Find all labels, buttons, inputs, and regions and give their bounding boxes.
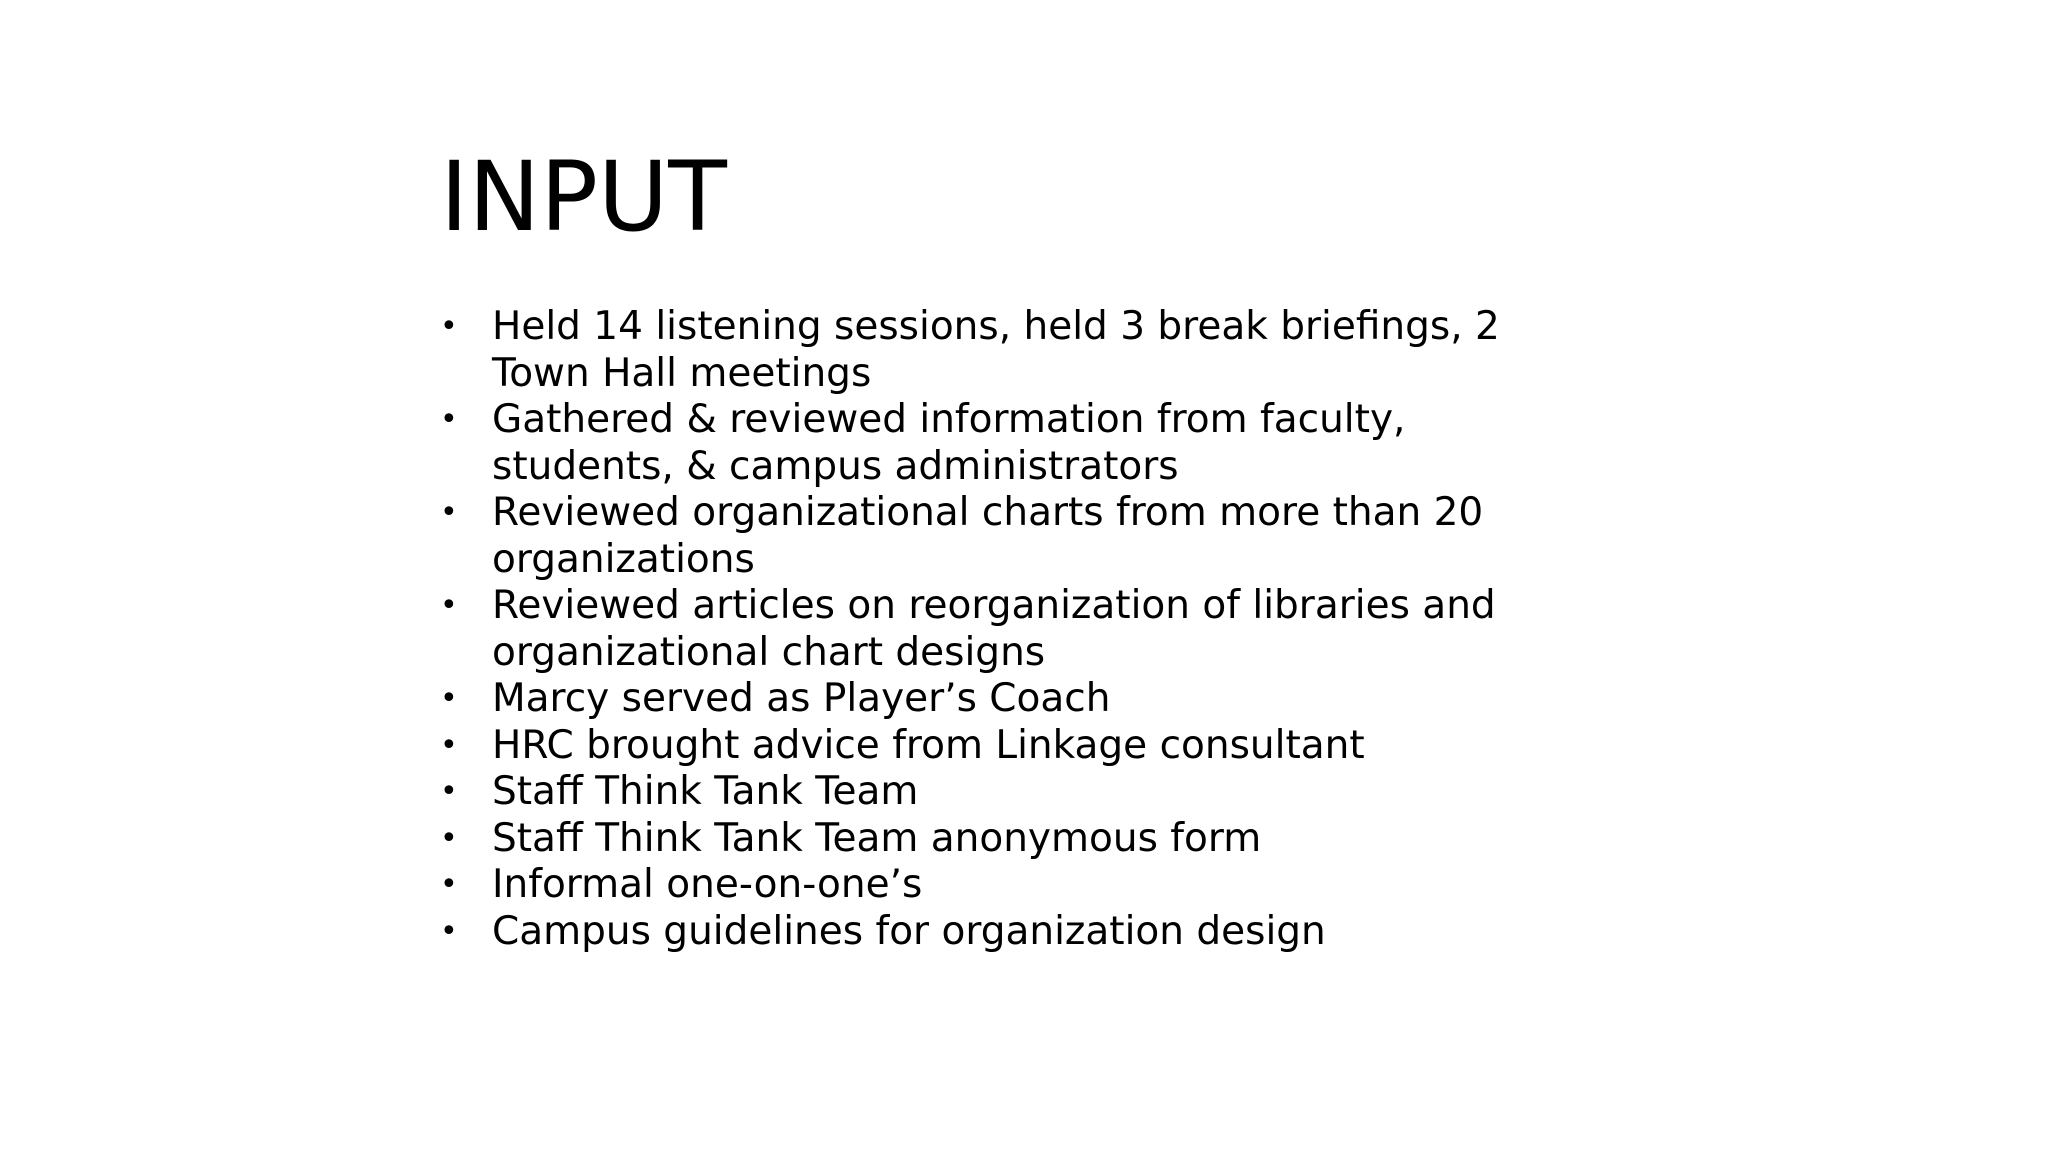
- bullet-text: Marcy served as Player’s Coach: [492, 676, 1111, 721]
- bullet-text: Reviewed organizational charts from more than 20 organizations: [492, 490, 1484, 582]
- bullet-icon: •: [440, 495, 458, 530]
- bullet-text: Campus guidelines for organization design: [492, 908, 1326, 954]
- bullet-text: Staff Think Tank Team: [492, 769, 919, 814]
- list-item: [440, 862, 1520, 909]
- bullet-icon: •: [440, 588, 458, 623]
- list-item: [440, 397, 1520, 490]
- bullet-list: [440, 304, 1520, 955]
- bullet-icon: •: [440, 774, 458, 809]
- bullet-icon: •: [440, 681, 458, 716]
- list-item: [440, 769, 1520, 816]
- bullet-text: Staff Think Tank Team anonymous form: [492, 815, 1262, 861]
- bullet-icon: •: [440, 402, 458, 437]
- list-item: [440, 676, 1520, 723]
- bullet-text: Informal one-on-one’s: [492, 862, 923, 907]
- list-item: [440, 583, 1520, 676]
- bullet-text: Gathered & reviewed information from faculty, students, & campus administrators: [492, 397, 1406, 489]
- bullet-text: HRC brought advice from Linkage consultant: [492, 722, 1365, 768]
- bullet-text: Held 14 listening sessions, held 3 break briefings, 2 Town Hall meetings: [492, 304, 1500, 396]
- bullet-icon: •: [440, 309, 458, 344]
- list-item: [440, 909, 1520, 956]
- bullet-icon: •: [440, 867, 458, 902]
- list-item: [440, 723, 1520, 770]
- bullet-icon: •: [440, 727, 458, 763]
- list-item: [440, 490, 1520, 583]
- bullet-icon: •: [440, 913, 458, 949]
- bullet-text: Reviewed articles on reorganization of libraries and organizational chart designs: [492, 583, 1496, 675]
- bullet-icon: •: [440, 820, 458, 856]
- list-item: [440, 816, 1520, 863]
- slide-title: INPUT: [440, 141, 727, 253]
- list-item: [440, 304, 1520, 397]
